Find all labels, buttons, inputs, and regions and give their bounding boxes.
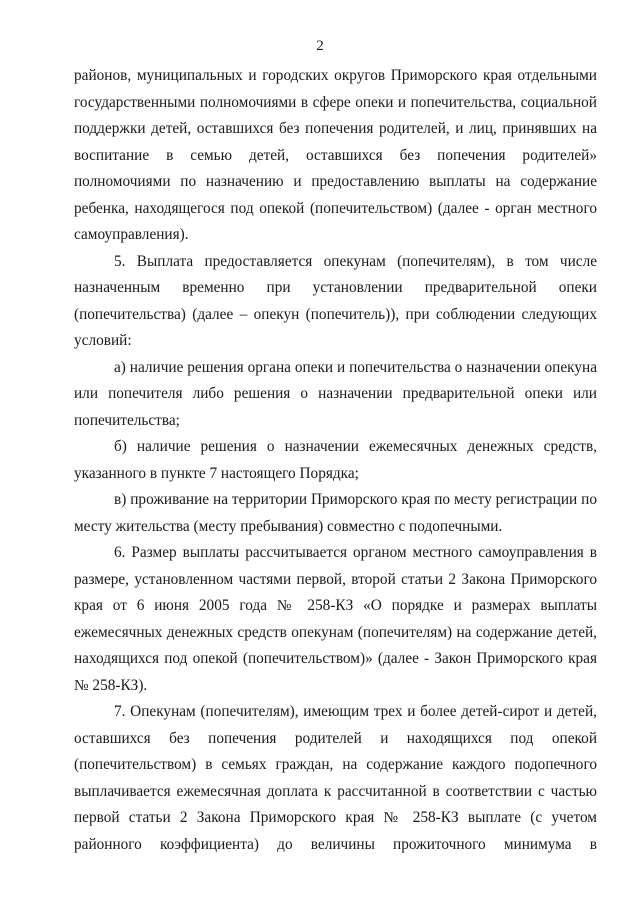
text-line: б) наличие решения о назначении ежемесячных денежных средств, (114, 438, 597, 455)
text-line: 6. Размер выплаты рассчитывается органом местного самоуправления в (114, 544, 597, 561)
document-body (74, 63, 597, 858)
text-line: размере, установленном частями первой, второй статьи 2 Закона Приморского (74, 570, 597, 588)
text-line: самоуправления). (74, 226, 189, 243)
page-number: 2 (316, 38, 324, 54)
text-line: полномочиями по назначению и предоставлению выплаты на содержание (74, 173, 597, 190)
text-line: назначенным временно при установлении предварительной опеки (74, 279, 597, 296)
paragraph-p5a (74, 355, 597, 435)
text-line: государственными полномочиями в сфере опеки и попечительства, социальной (74, 93, 597, 111)
paragraph-p6 (74, 540, 597, 699)
text-line: первой статьи 2 Закона Приморского края № 258-КЗ выплате (с учетом (74, 809, 597, 826)
text-line: (попечительства) (далее – опекун (попечитель)), при соблюдении следующих (74, 305, 597, 323)
text-line: 5. Выплата предоставляется опекунам (попечителям), в том числе (114, 252, 597, 270)
paragraph-p5v (74, 487, 597, 540)
paragraph-p1 (74, 63, 597, 249)
text-line: ребенка, находящегося под опекой (попечительством) (далее - орган местного (74, 199, 597, 217)
text-line: находящихся под опекой (попечительством)» (далее - Закон Приморского края (74, 650, 597, 667)
text-line: районного коэффициента) до величины прожиточного минимума в (74, 835, 597, 853)
paragraph-p5b (74, 434, 597, 487)
text-line: выплачивается ежемесячная доплата к рассчитанной в соответствии с частью (74, 782, 597, 800)
text-line: оставшихся без попечения родителей и находящихся под опекой (74, 729, 597, 747)
text-line: районов, муниципальных и городских округов Приморского края отдельными (74, 67, 597, 84)
text-line: в) проживание на территории Приморского края по месту регистрации по (114, 491, 597, 508)
text-line: или попечителя либо решения о назначении предварительной опеки или (74, 385, 597, 402)
text-line: 7. Опекунам (попечителям), имеющим трех и более детей-сирот и детей, (114, 703, 597, 720)
text-line: поддержки детей, оставшихся без попечения родителей, и лиц, принявших на (74, 120, 597, 137)
text-line: воспитание в семью детей, оставшихся без попечения родителей» (74, 146, 597, 164)
text-line: края от 6 июня 2005 года № 258-КЗ «О порядке и размерах выплаты (74, 597, 597, 614)
text-line: (попечительством) в семьях граждан, на содержание каждого подопечного (74, 756, 597, 773)
text-line: № 258-КЗ). (74, 676, 148, 694)
paragraph-p5 (74, 249, 597, 355)
text-line: попечительства; (74, 411, 180, 429)
text-line: ежемесячных денежных средств опекунам (попечителям) на содержание детей, (74, 623, 597, 641)
paragraph-p7 (74, 699, 597, 858)
text-line: указанного в пункте 7 настоящего Порядка; (74, 464, 359, 482)
text-line: месту жительства (месту пребывания) совместно с подопечными. (74, 517, 503, 535)
text-line: условий: (74, 332, 132, 349)
text-line: а) наличие решения органа опеки и попечительства о назначении опекуна (114, 358, 597, 376)
